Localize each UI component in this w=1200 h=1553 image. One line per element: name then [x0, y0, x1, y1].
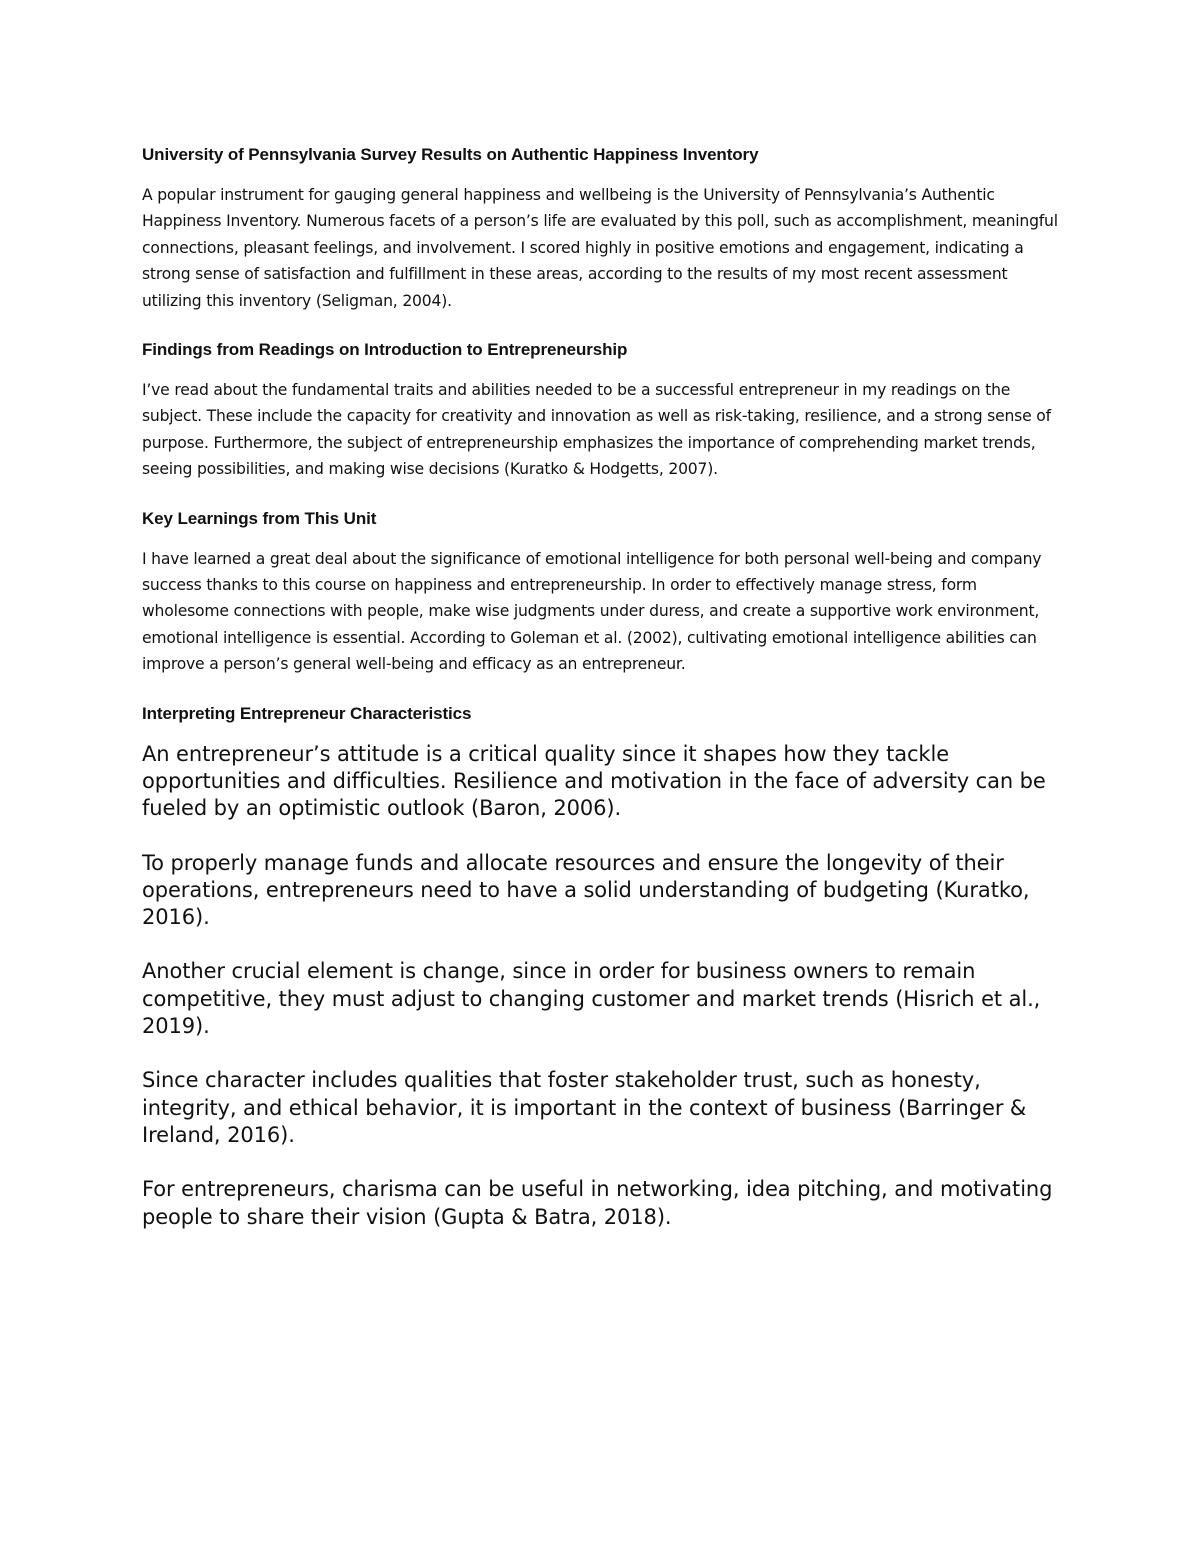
section-key-learnings	[142, 507, 1062, 678]
section-paragraph: A popular instrument for gauging general happiness and wellbeing is the University of Pennsylvania’s Authentic Happiness Inventory. Numerous facets of a person’s life are evaluated by this poll, such as accomplishment, meaningful connections, pleasant feelings, and involvement. I scored highly in positive emotions and engagement, indicating a strong sense of satisfaction and fulfillment in these areas, according to the results of my most recent assessment utilizing this inventory (Seligman, 2004).	[142, 186, 1058, 310]
characteristic-paragraph-character: Since character includes qualities that foster stakeholder trust, such as honesty, integrity, and ethical behavior, it is important in the context of business (Barringer & Ireland, 2016).	[142, 1068, 1027, 1147]
section-heading: Findings from Readings on Introduction to Entrepreneurship	[142, 340, 628, 360]
section-heading: Key Learnings from This Unit	[142, 508, 377, 528]
section-paragraph: I have learned a great deal about the significance of emotional intelligence for both personal well-being and company success thanks to this course on happiness and entrepreneurship. In order to effectively manage stress, form wholesome connections with people, make wise judgments under duress, and create a supportive work environment, emotional intelligence is essential. According to Goleman et al. (2002), cultivating emotional intelligence abilities can improve a person’s general well-being and efficacy as an entrepreneur.	[142, 549, 1042, 674]
characteristic-paragraph-budgeting: To properly manage funds and allocate resources and ensure the longevity of their operations, entrepreneurs need to have a solid understanding of budgeting (Kuratko, 2016).	[142, 850, 1030, 930]
characteristic-paragraph-attitude: An entrepreneur’s attitude is a critical quality since it shapes how they tackle opportunities and difficulties. Resilience and motivation in the face of adversity can be fueled by an optimistic outlook (Baron, 2006).	[142, 741, 1046, 821]
section-readings-findings	[142, 338, 1062, 483]
characteristic-paragraph-charisma: For entrepreneurs, charisma can be useful in networking, idea pitching, and motivating people to share their vision (Gupta & Batra, 2018).	[142, 1177, 1053, 1229]
section-paragraph: I’ve read about the fundamental traits and abilities needed to be a successful entrepreneur in my readings on the subject. These include the capacity for creativity and innovation as well as risk-taking, resilience, and a strong sense of purpose. Furthermore, the subject of entrepreneurship emphasizes the importance of comprehending market trends, seeing possibilities, and making wise decisions (Kuratko & Hodgetts, 2007).	[142, 381, 1051, 479]
document-body	[142, 143, 1062, 1258]
characteristic-paragraph-change: Another crucial element is change, since in order for business owners to remain competitive, they must adjust to changing customer and market trends (Hisrich et al., 2019).	[142, 959, 1041, 1039]
section-survey-results	[142, 143, 1062, 314]
section-heading: Interpreting Entrepreneur Characteristics	[142, 703, 472, 723]
section-heading: University of Pennsylvania Survey Results on Authentic Happiness Inventory	[142, 145, 759, 164]
section-entrepreneur-characteristics	[142, 702, 1062, 1231]
